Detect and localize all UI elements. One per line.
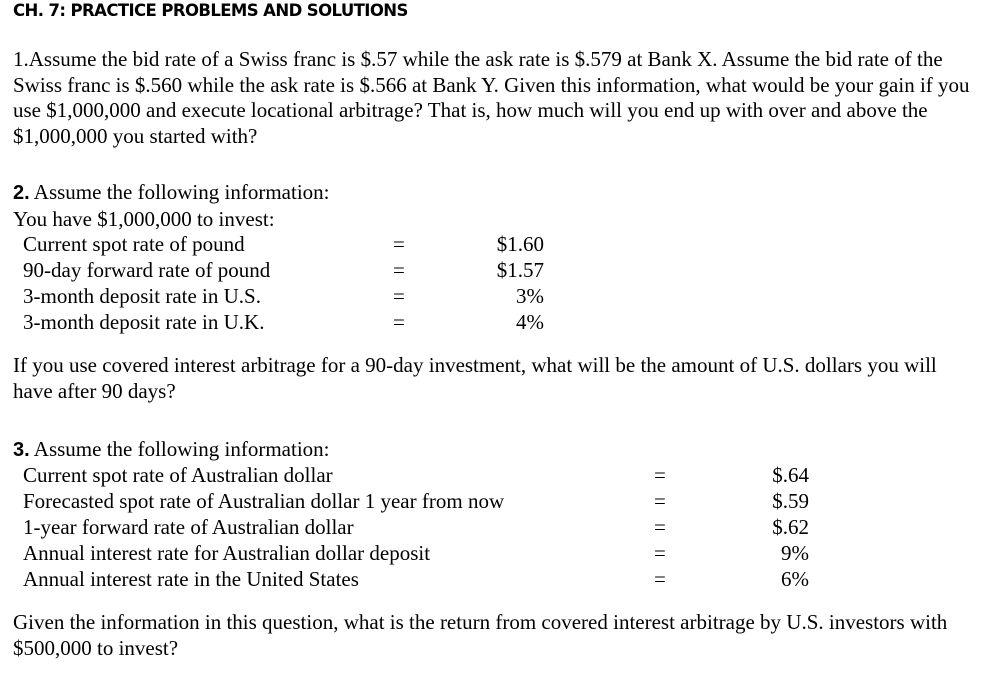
row-label: Annual interest rate in the United States (23, 567, 359, 591)
question-3-number: 3. (13, 439, 30, 461)
equals-sign: = (393, 232, 405, 256)
row-value: 9% (781, 541, 809, 565)
question-2-number: 2. (13, 182, 30, 204)
question-2-question: If you use covered interest arbitrage for a 90-day investment, what will be the amount of U.S. dollars you will have after 90 days? (13, 353, 937, 403)
question-3-intro (13, 437, 973, 464)
question-3-header (13, 437, 973, 464)
equals-sign: = (393, 258, 405, 282)
row-value: $.62 (772, 515, 809, 539)
row-value: 4% (516, 310, 544, 334)
row-value: 3% (516, 284, 544, 308)
row-value: $1.57 (496, 258, 544, 282)
equals-sign: = (654, 541, 666, 565)
question-2-invest-line: You have $1,000,000 to invest: (13, 206, 275, 231)
question-3-question: Given the information in this question, what is the return from covered interest arbitrage by U.S. investors with $500,000 to invest? (13, 610, 948, 660)
row-label: 90-day forward rate of pound (23, 258, 271, 282)
row-value: 6% (781, 567, 809, 591)
question-2-intro (13, 180, 973, 232)
question-1-text: 1.Assume the bid rate of a Swiss franc is $.57 while the ask rate is $.579 at Bank X. Assume the bid rate of the Swiss franc is $.560 while the ask rate is $.566 at Bank Y. Given this information, what would be your gain if you use $1,000,000 and execute locational arbitrage? That is, how much will you end up with over and above the $1,000,000 you started with? (13, 47, 970, 148)
row-value: $.59 (772, 489, 809, 513)
page-title: CH. 7: PRACTICE PROBLEMS AND SOLUTIONS (13, 1, 408, 20)
question-3-intro-text: Assume the following information: (29, 437, 330, 461)
equals-sign: = (654, 463, 666, 487)
equals-sign: = (654, 489, 666, 513)
row-label: Current spot rate of Australian dollar (23, 463, 333, 487)
equals-sign: = (654, 567, 666, 591)
question-2-intro-text: Assume the following information: (29, 180, 330, 204)
equals-sign: = (393, 310, 405, 334)
row-label: Annual interest rate for Australian dollar deposit (23, 541, 431, 565)
question-2-header (13, 180, 973, 207)
equals-sign: = (393, 284, 405, 308)
row-label: Current spot rate of pound (23, 232, 245, 256)
equals-sign: = (654, 515, 666, 539)
row-label: 1-year forward rate of Australian dollar (23, 515, 354, 539)
row-label: 3-month deposit rate in U.S. (23, 284, 261, 308)
row-value: $.64 (772, 463, 809, 487)
row-label: 3-month deposit rate in U.K. (23, 310, 265, 334)
row-value: $1.60 (496, 232, 544, 256)
row-label: Forecasted spot rate of Australian dollar 1 year from now (23, 489, 505, 513)
